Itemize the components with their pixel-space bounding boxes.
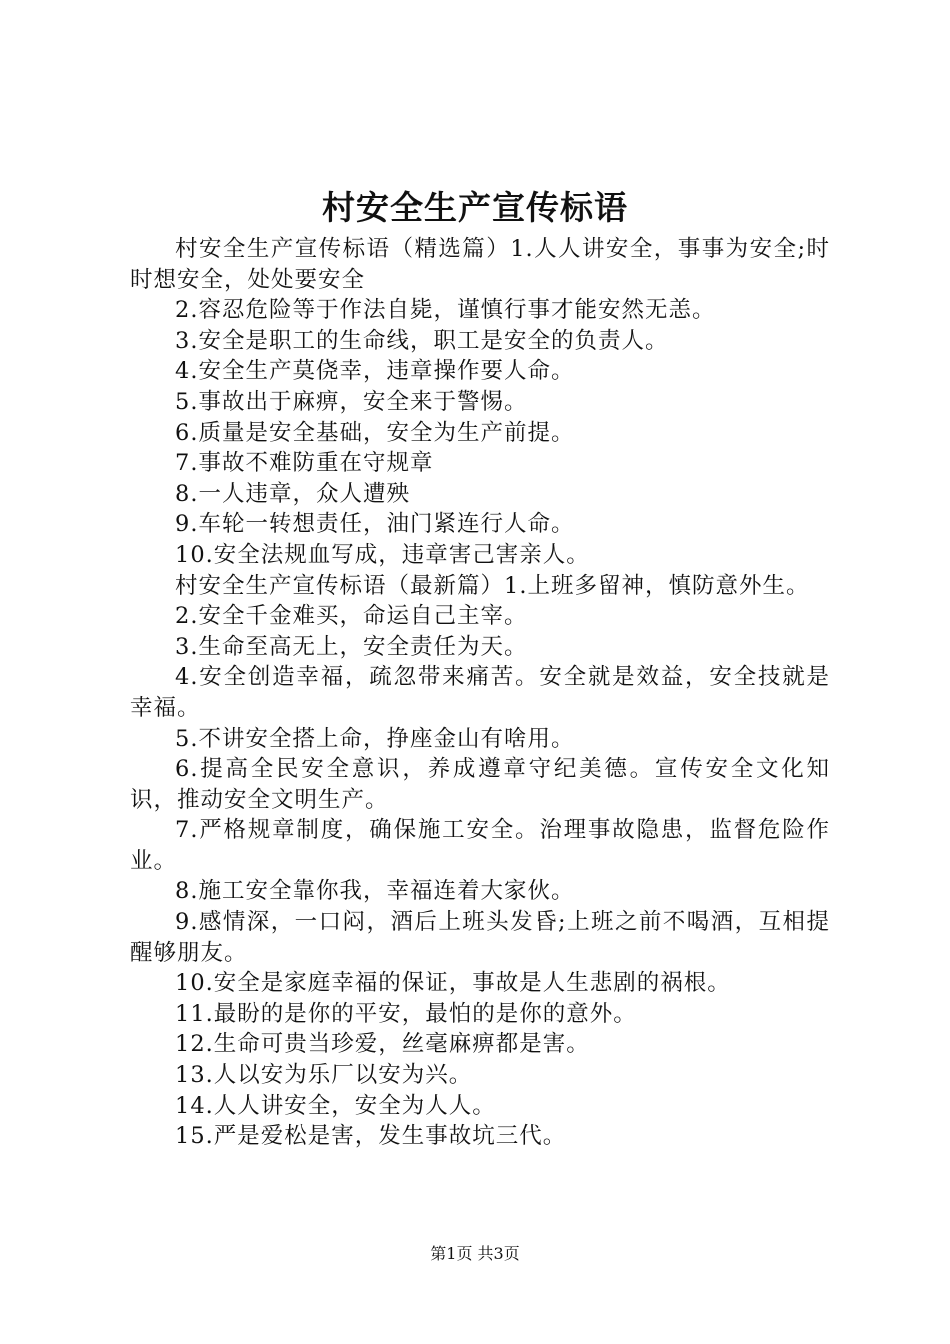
document-title: 村安全生产宣传标语 [322, 188, 628, 227]
page-indicator: 第1页 共3页 [430, 1244, 520, 1263]
paragraph: 2.容忍危险等于作法自毙，谨慎行事才能安然无恙。 [175, 297, 716, 324]
paragraph: 3.生命至高无上，安全责任为天。 [175, 633, 528, 660]
paragraph: 5.不讲安全搭上命，挣座金山有啥用。 [175, 725, 575, 752]
paragraph: 6.质量是安全基础，安全为生产前提。 [175, 419, 575, 446]
paragraph: 8.一人违章，众人遭殃 [175, 480, 410, 507]
paragraph: 4.安全生产莫侥幸，违章操作要人命。 [175, 358, 575, 385]
paragraph: 10.安全法规血写成，违章害己害亲人。 [175, 541, 590, 568]
paragraph: 15.严是爱松是害，发生事故坑三代。 [175, 1123, 567, 1150]
paragraph: 9.感情深，一口闷，酒后上班头发昏;上班之前不喝酒，互相提醒够朋友。 [130, 909, 830, 966]
document-body [130, 234, 830, 1152]
paragraph: 14.人人讲安全，安全为人人。 [175, 1092, 496, 1119]
paragraph: 8.施工安全靠你我，幸福连着大家伙。 [175, 878, 575, 905]
paragraph: 5.事故出于麻痹，安全来于警惕。 [175, 388, 528, 415]
paragraph: 7.事故不难防重在守规章 [175, 450, 434, 477]
paragraph: 12.生命可贵当珍爱，丝毫麻痹都是害。 [175, 1031, 590, 1058]
paragraph: 9.车轮一转想责任，油门紧连行人命。 [175, 511, 575, 538]
paragraph: 3.安全是职工的生命线，职工是安全的负责人。 [175, 327, 669, 354]
paragraph: 11.最盼的是你的平安，最怕的是你的意外。 [175, 1000, 637, 1027]
paragraph: 7.严格规章制度，确保施工安全。治理事故隐患，监督危险作业。 [130, 817, 830, 874]
paragraph: 13.人以安为乐厂以安为兴。 [175, 1062, 473, 1089]
paragraph: 村安全生产宣传标语（精选篇）1.人人讲安全，事事为安全;时时想安全，处处要安全 [130, 236, 830, 293]
paragraph: 4.安全创造幸福，疏忽带来痛苦。安全就是效益，安全技就是幸福。 [130, 664, 830, 721]
paragraph: 2.安全千金难买，命运自己主宰。 [175, 603, 528, 630]
paragraph: 6.提高全民安全意识，养成遵章守纪美德。宣传安全文化知识，推动安全文明生产。 [130, 756, 830, 813]
paragraph: 村安全生产宣传标语（最新篇）1.上班多留神，慎防意外生。 [175, 572, 810, 599]
paragraph: 10.安全是家庭幸福的保证，事故是人生悲剧的祸根。 [175, 970, 731, 997]
